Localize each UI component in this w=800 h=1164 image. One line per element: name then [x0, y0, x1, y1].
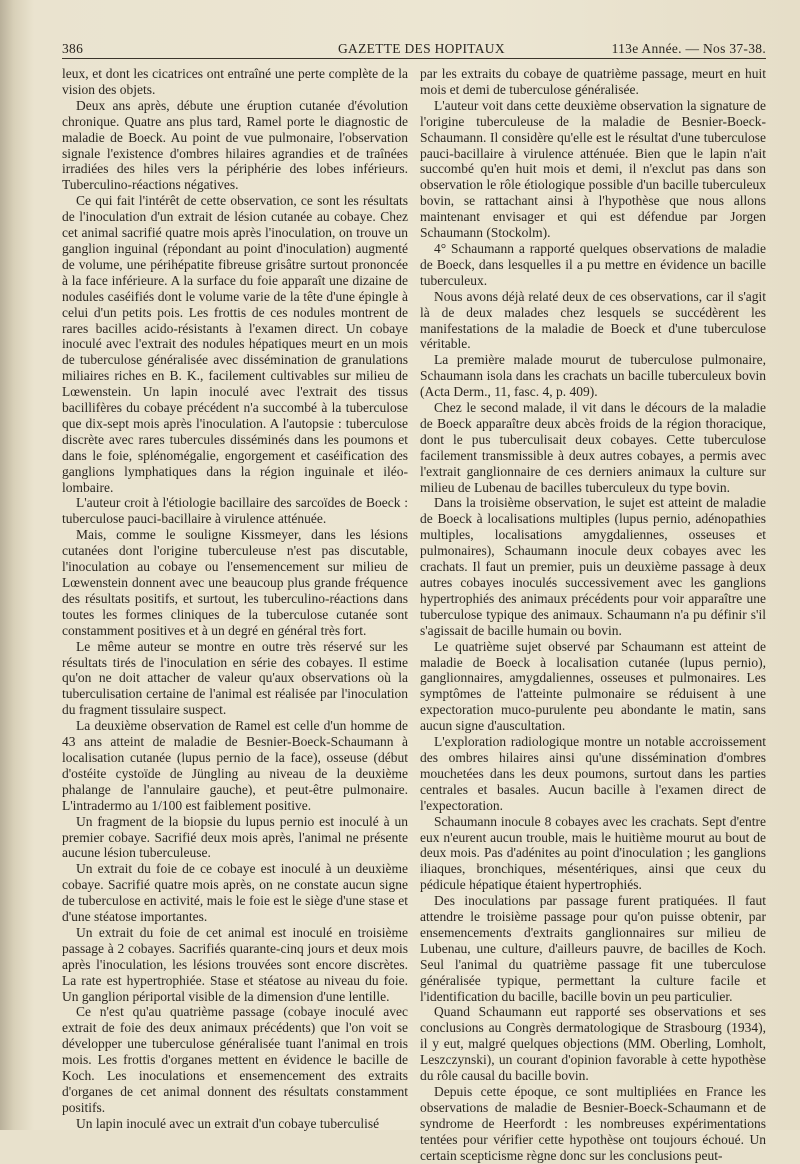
- paragraph: 4° Schaumann a rapporté quelques observations de maladie de Boeck, dans lesquelles il a pu mettre en évidence un bacille tuberculeux.: [420, 240, 766, 288]
- paragraph: Un lapin inoculé avec un extrait d'un cobaye tuberculisé: [76, 1115, 380, 1131]
- paragraph: leux, et dont les cicatrices ont entraîné une perte complète de la vision des objets.: [62, 66, 408, 97]
- paragraph: Un extrait du foie de ce cobaye est inoculé à un deuxième cobaye. Sacrifié quatre mois après, on ne constate aucun signe de tuberculose en activité, mais le foie est le siège d'une stase et d'une stéatose importantes.: [62, 861, 408, 925]
- paragraph: Ce qui fait l'intérêt de cette observation, ce sont les résultats de l'inoculation d'un extrait de lésion cutanée au cobaye. Chez cet animal sacrifié quatre mois après l'inoculation, on trouve un ganglion inguinal (répondant au point d'inoculation) augmenté de volume, une périhépatite fibreuse grisâtre surtout prononcée à la face inférieure. A la surface du foie apparaît une dizaine de nodules caséifiés dont le volume varie de la tête d'une épingle à celui d'un petits pois. Les frottis de ces nodules montrent de rares bacilles acido-résistants à l'examen direct. Un cobaye inoculé avec l'extrait des nodules hépatiques meurt en un mois de tuberculose généralisée avec dissémination de granulations miliaires riches en B. K., facilement cultivables sur milieu de Lœwenstein. Un lapin inoculé avec l'extrait des tissus bacillifères du cobaye précédent n'a succombé à la tuberculose que dix-sept mois après l'inoculation. A l'autopsie : tuberculose discrète avec rares tubercules disséminés dans les poumons et dans le foie, splénomégalie, engorgement et caséification des ganglions lymphatiques dans la région inguinale et iléo-lombaire.: [62, 193, 408, 495]
- paragraph: La deuxième observation de Ramel est celle d'un homme de 43 ans atteint de maladie de Besnier-Boeck-Schaumann à localisation cutanée (lupus pernio de la face), osseuse (début d'ostéite cystoïde de Jüngling au niveau de la deuxième phalange de l'annulaire gauche), et peut-être pulmonaire. L'intradermo au 1/100 est faiblement positive.: [62, 718, 408, 813]
- running-header: [62, 39, 766, 59]
- paragraph: Dans la troisième observation, le sujet est atteint de maladie de Boeck à localisations multiples (lupus pernio, adénopathies multiples, localisations amygdaliennes, osseuses et pulmonaires), Schaumann inocule deux cobayes avec les crachats. Il faut un premier, puis un deuxième passage à deux autres cobayes inoculés successivement avec les ganglions hypertrophiés des animaux précédents pour voir apparaître une tuberculose typique des animaux. Schaumann n'a pu définir s'il s'agissait de bacille humain ou bovin.: [420, 495, 766, 638]
- paragraph: L'exploration radiologique montre un notable accroissement des ombres hilaires ainsi qu'une dissémination d'ombres mouchetées dans les deux poumons, surtout dans les parties centrales et basales. Aucun bacille à l'examen direct de l'expectoration.: [420, 734, 766, 813]
- paragraph: Nous avons déjà relaté deux de ces observations, car il s'agit là de deux malades chez lesquels se succédèrent les manifestations de la maladie de Boeck et d'une tuberculose véritable.: [420, 288, 766, 352]
- paragraph: par les extraits du cobaye de quatrième passage, meurt en huit mois et demi de tuberculose généralisée.: [420, 66, 766, 97]
- issue-info: 113e Année. — Nos 37-38.: [611, 41, 766, 56]
- paragraph: Quand Schaumann eut rapporté ses observations et ses conclusions au Congrès dermatologique de Strasbourg (1934), il y eut, malgré quelques objections (MM. Oberling, Lomholt, Leszczynski), un courant d'opinion favorable à cette hypothèse du rôle causal du bacille bovin.: [420, 1004, 766, 1084]
- paragraph: L'auteur croit à l'étiologie bacillaire des sarcoïdes de Boeck : tuberculose pauci-bacillaire à virulence atténuée.: [62, 495, 408, 527]
- paragraph: Depuis cette époque, ce sont multipliées en France les observations de maladie de Besnier-Boeck-Schaumann et de syndrome de Heerfordt : les nombreuses expérimentations tentées pour vérifier cette hypothèse ont toujours échoué. Un certain scepticisme règne donc sur les conclusions peut-: [420, 1084, 766, 1163]
- left-column: [62, 66, 408, 1131]
- paragraph: Un extrait du foie de cet animal est inoculé en troisième passage à 2 cobayes. Sacrifiés quarante-cinq jours et deux mois après l'inoculation, les lésions trouvées sont encore discrètes. La rate est hypertrophiée. Stase et stéatose au niveau du foie. Un ganglion périportal visible de la dimension d'une lentille.: [62, 924, 408, 1004]
- paragraph: Deux ans après, débute une éruption cutanée d'évolution chronique. Quatre ans plus tard, Ramel porte le diagnostic de maladie de Boeck. Au point de vue pulmonaire, l'observation signale l'existence d'ombres hilaires agrandies et de traînées irradiées des hiles vers la périphérie des lobes inférieurs. Tuberculino-réactions négatives.: [62, 97, 408, 193]
- paragraph: Schaumann inocule 8 cobayes avec les crachats. Sept d'entre eux n'eurent aucun trouble, mais le huitième mourut au bout de deux mois. Pas d'adénites au point d'inoculation ; les ganglions iliaques, bronchiques, mésentériques, ainsi que ceux du pédicule hépatique étaient hypertrophiés.: [420, 813, 766, 893]
- paragraph: Chez le second malade, il vit dans le décours de la maladie de Boeck apparaître deux abcès froids de la région thoracique, dont le pus tuberculisait deux cobayes. Cette tuberculose facilement transmissible à deux autres cobayes, a permis avec l'extrait ganglionnaire de ces derniers animaux la culture sur milieu de Lubenau de bacilles tuberculeux du type bovin.: [420, 400, 766, 495]
- paragraph: L'auteur voit dans cette deuxième observation la signature de l'origine tuberculeuse de la maladie de Besnier-Boeck-Schaumann. Il considère qu'elle est le résultat d'une tuberculose pauci-bacillaire à virulence atténuée. Bien que le lapin n'ait succombé qu'en huit mois et demi, il n'exclut pas dans son observation le rôle étiologique possible d'un bacille tuberculeux bovin, se rattachant ainsi à l'hypothèse que nous allons maintenant envisager et qui est défendue par Jorgen Schaumann (Stockolm).: [420, 97, 766, 241]
- page-number: 386: [62, 41, 84, 56]
- paragraph: Ce n'est qu'au quatrième passage (cobaye inoculé avec extrait de foie des deux animaux précédents) que l'on voit se développer une tuberculose généralisée tuant l'animal en trois mois. Les frottis d'organes mettent en évidence le bacille de Koch. Les inoculations et ensemencement des extraits d'organes de cet animal donnent des résultats constamment positifs.: [62, 1004, 408, 1115]
- journal-title: GAZETTE DES HOPITAUX: [338, 41, 505, 56]
- paragraph: Le même auteur se montre en outre très réservé sur les résultats tirés de l'inoculation en série des cobayes. Il estime qu'on ne doit attacher de valeur qu'aux observations où la tuberculisation certaine de l'animal est réalisée par l'inoculation du fragment tissulaire suspect.: [62, 638, 408, 718]
- header-rule: [62, 58, 766, 59]
- right-column: [420, 66, 766, 1163]
- paragraph: Un fragment de la biopsie du lupus pernio est inoculé à un premier cobaye. Sacrifié deux mois après, l'animal ne présente aucune lésion tuberculeuse.: [62, 813, 408, 861]
- paragraph: La première malade mourut de tuberculose pulmonaire, Schaumann isola dans les crachats un bacille tuberculeux bovin (Acta Derm., 11, fasc. 4, p. 409).: [420, 352, 766, 400]
- paragraph: Des inoculations par passage furent pratiquées. Il faut attendre le troisième passage pour qu'on puisse obtenir, par ensemencements d'extraits ganglionnaires sur milieu de Lubenau, une culture, d'ailleurs pauvre, de bacilles de Koch. Seul l'animal du quatrième passage fit une tuberculose généralisée typique, permettant la culture facile et l'identification du bacille, bacille bovin un peu particulier.: [420, 893, 766, 1004]
- paragraph: Mais, comme le souligne Kissmeyer, dans les lésions cutanées dont l'origine tuberculeuse n'est pas discutable, l'inoculation au cobaye ou l'ensemencement sur milieu de Lœwenstein donnent avec une beaucoup plus grande fréquence des résultats positifs, et surtout, les tuberculino-réactions dans toutes les formes cliniques de la tuberculose cutanée sont constamment positives et à un degré en général très fort.: [62, 527, 408, 638]
- paragraph: Le quatrième sujet observé par Schaumann est atteint de maladie de Boeck à localisation cutanée (lupus pernio), ganglionnaires, amygdaliennes, osseuses et pulmonaires. Les symptômes de l'atteinte pulmonaire se réduisent à une expectoration muco-purulente peu abondante le matin, sans aucun signe d'auscultation.: [420, 638, 766, 734]
